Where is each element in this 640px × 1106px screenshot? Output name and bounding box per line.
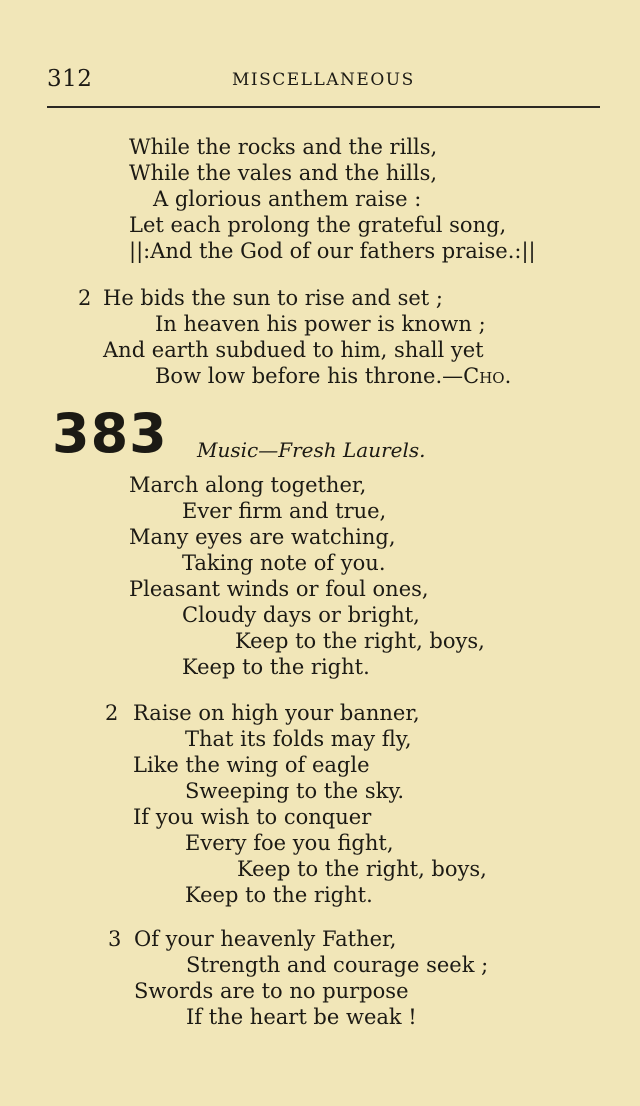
verse-line: And earth subdued to him, shall yet [103, 338, 484, 362]
verse-line: Cloudy days or bright, [182, 603, 420, 627]
verse-line: Keep to the right. [182, 655, 370, 679]
verse-line: Swords are to no purpose [134, 979, 409, 1003]
verse-line: Raise on high your banner, [133, 701, 420, 725]
chorus-line: While the vales and the hills, [129, 161, 438, 185]
verse-line: March along together, [129, 473, 367, 497]
verse-number: 2 [78, 286, 92, 310]
chorus-marker: Cho. [463, 364, 512, 388]
verse-line: Keep to the right, boys, [237, 857, 487, 881]
chorus-line: While the rocks and the rills, [129, 135, 438, 159]
verse-line: Taking note of you. [182, 551, 386, 575]
chorus-line: ||:And the God of our fathers praise.:|| [129, 239, 536, 263]
verse-line: Keep to the right. [185, 883, 373, 907]
hymn-number: 383 [52, 402, 168, 465]
verse-line: That its folds may fly, [185, 727, 412, 751]
verse-line: If you wish to conquer [133, 805, 372, 829]
verse-line: In heaven his power is known ; [155, 312, 486, 336]
header-rule [47, 106, 600, 108]
music-label: Music—Fresh Laurels. [197, 438, 426, 462]
section-title: MISCELLANEOUS [232, 70, 415, 90]
verse-line: Keep to the right, boys, [235, 629, 485, 653]
page-number: 312 [47, 66, 93, 92]
verse-line: If the heart be weak ! [186, 1005, 417, 1029]
verse-number: 2 [105, 701, 119, 725]
verse-line: Like the wing of eagle [133, 753, 370, 777]
verse-number: 3 [108, 927, 122, 951]
verse-line: Sweeping to the sky. [185, 779, 405, 803]
verse-line: Every foe you fight, [185, 831, 394, 855]
verse-line: Pleasant winds or foul ones, [129, 577, 429, 601]
verse-line-text: Bow low before his throne.— [155, 364, 464, 388]
verse-line: Ever firm and true, [182, 499, 387, 523]
verse-line: He bids the sun to rise and set ; [103, 286, 443, 310]
verse-line: Of your heavenly Father, [134, 927, 397, 951]
chorus-line: Let each prolong the grateful song, [129, 213, 507, 237]
chorus-line: A glorious anthem raise : [153, 187, 422, 211]
verse-line: Many eyes are watching, [129, 525, 396, 549]
verse-line [155, 363, 511, 389]
verse-line: Strength and courage seek ; [186, 953, 489, 977]
